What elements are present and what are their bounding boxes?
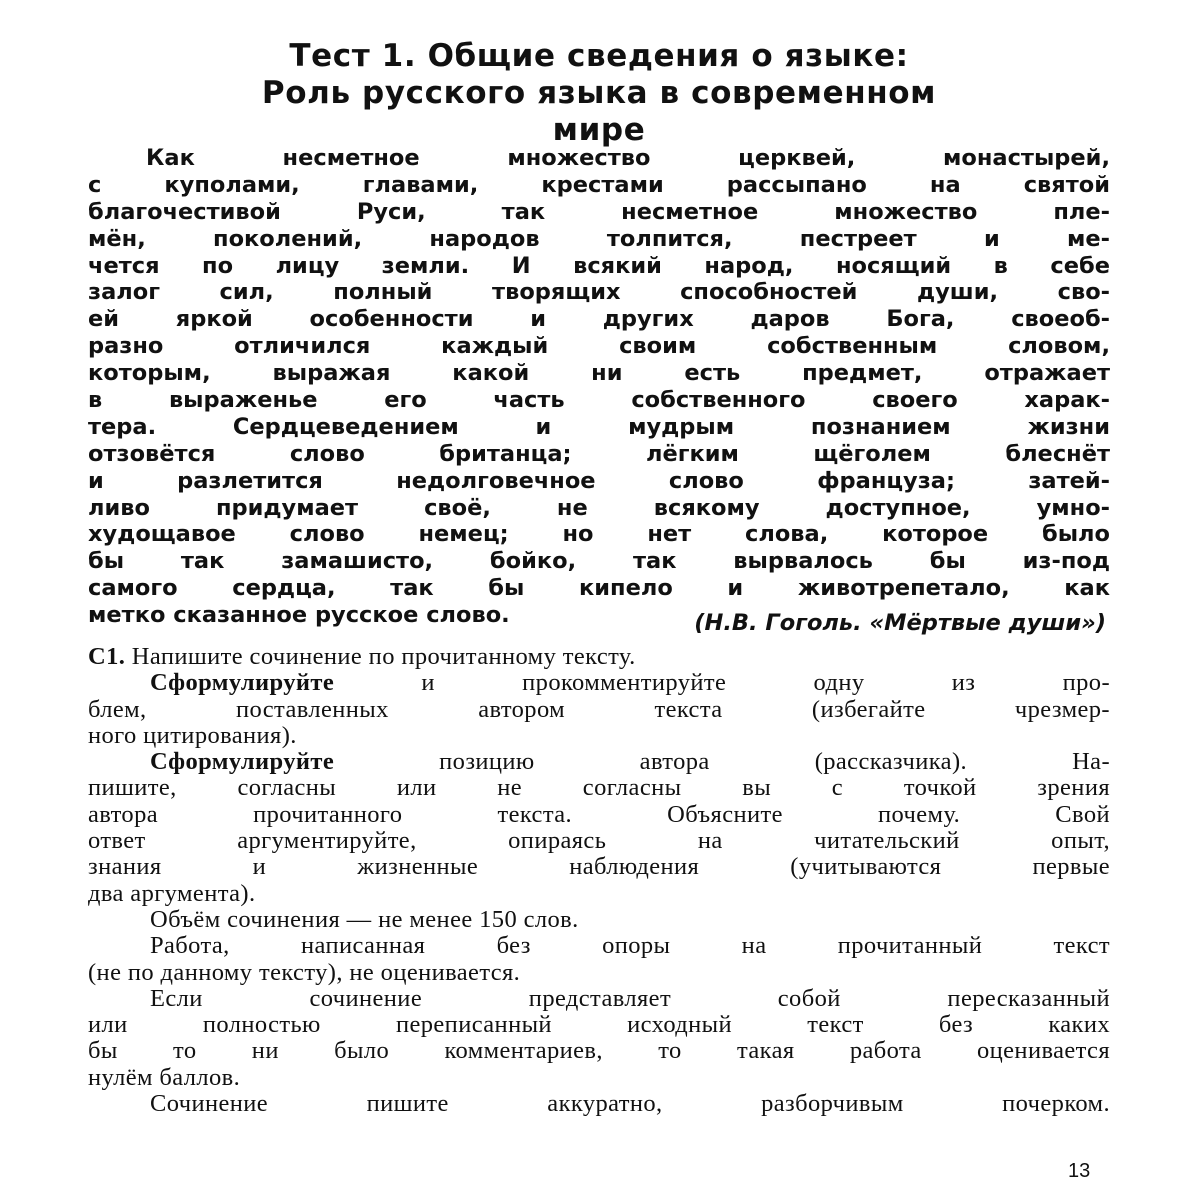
task-line: (не по данному тексту), не оценивается.	[88, 959, 521, 986]
task-line: Сочинение пишите аккуратно, разборчивым почерком.	[150, 1091, 1110, 1118]
task-line: Объём сочинения — не менее 150 слов.	[150, 906, 579, 933]
page-number: 13	[1068, 1160, 1091, 1182]
task-line	[88, 749, 1110, 775]
task-line: Если сочинение представляет собой пересказанный	[150, 985, 1110, 1012]
excerpt-line: благочестивой Руси, так несметное множество пле-	[88, 198, 1110, 225]
title-line: мире	[552, 112, 646, 148]
excerpt-line: в выраженье его часть собственного своего харак-	[88, 387, 1110, 414]
excerpt-line: разно отличился каждый своим собственным словом,	[88, 333, 1110, 360]
task-label: С1.	[88, 644, 126, 670]
task-keyword: Сформулируйте	[150, 670, 335, 697]
excerpt-line: отзовётся слово британца; лёгким щёголем блеснёт	[88, 440, 1110, 467]
excerpt-line: ливо придумает своё, не всякому доступное, умно-	[88, 494, 1110, 521]
excerpt-line: худощавое слово немец; но нет слова, которое было	[88, 521, 1110, 548]
excerpt-line: с куполами, главами, крестами рассыпано на святой	[88, 171, 1110, 198]
task-line	[88, 644, 1110, 670]
task-line: автора прочитанного текста. Объясните почему. Свой	[88, 801, 1110, 828]
excerpt-line: метко сказанное русское слово.	[88, 602, 510, 629]
title-line: Тест 1. Общие сведения о языке:	[289, 38, 909, 74]
excerpt-line: самого сердца, так бы кипело и животрепетало, как	[88, 575, 1110, 602]
task-c1	[88, 644, 1110, 1117]
task-line: бы то ни было комментариев, то такая работа оценивается	[88, 1038, 1110, 1065]
literary-excerpt	[88, 145, 1110, 629]
excerpt-line: бы так замашисто, бойко, так вырвалось бы из-под	[88, 548, 1110, 575]
task-line: пишите, согласны или не согласны вы с точкой зрения	[88, 775, 1110, 802]
task-text: и прокомментируйте одну из про-	[334, 670, 1110, 697]
excerpt-line: тера. Сердцеведением и мудрым познанием жизни	[88, 413, 1110, 440]
excerpt-line: чется по лицу земли. И всякий народ, носящий в себе	[88, 252, 1110, 279]
task-line: или полностью переписанный исходный текст без каких	[88, 1012, 1110, 1039]
task-line: ответ аргументируйте, опираясь на читательский опыт,	[88, 828, 1110, 855]
task-line: ного цитирования).	[88, 722, 297, 749]
task-line: Работа, написанная без опоры на прочитанный текст	[150, 933, 1110, 960]
excerpt-line: мён, поколений, народов толпится, пестреет и ме-	[88, 225, 1110, 252]
excerpt-source: (Н.В. Гоголь. «Мёртвые души»)	[694, 610, 1106, 636]
excerpt-line: которым, выражая какой ни есть предмет, отражает	[88, 360, 1110, 387]
task-line: нулём баллов.	[88, 1064, 241, 1091]
task-line: знания и жизненные наблюдения (учитываются первые	[88, 854, 1110, 881]
title-line: Роль русского языка в современном	[261, 75, 937, 111]
task-keyword: Сформулируйте	[150, 749, 335, 776]
task-text: Напишите сочинение по прочитанному тексту.	[125, 644, 636, 670]
excerpt-line: ей яркой особенности и других даров Бога, своеоб-	[88, 306, 1110, 333]
task-text: позицию автора (рассказчика). На-	[334, 749, 1110, 776]
page-title	[88, 38, 1110, 149]
task-line: блем, поставленных автором текста (избегайте чрезмер-	[88, 696, 1110, 723]
excerpt-line: Как несметное множество церквей, монастырей,	[146, 145, 1110, 171]
excerpt-line: залог сил, полный творящих способностей души, сво-	[88, 279, 1110, 306]
task-line	[88, 670, 1110, 696]
excerpt-line: и разлетится недолговечное слово француза; затей-	[88, 467, 1110, 494]
task-line: два аргумента).	[88, 880, 256, 907]
